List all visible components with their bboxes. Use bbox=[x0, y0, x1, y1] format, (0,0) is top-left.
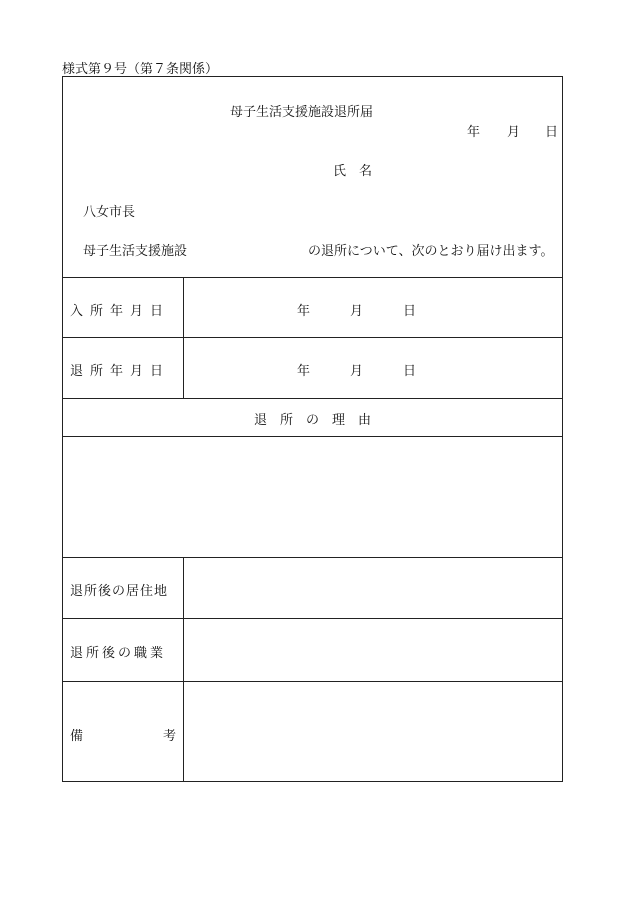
residence-after-field[interactable] bbox=[184, 558, 562, 618]
occupation-after-field[interactable] bbox=[184, 619, 562, 681]
admission-date-label: 入所年月日 bbox=[70, 304, 171, 319]
leave-date-label: 退所年月日 bbox=[70, 364, 171, 379]
leave-day-label: 日 bbox=[403, 364, 417, 379]
form-number: 様式第９号（第７条関係） bbox=[62, 62, 219, 77]
admission-day-label: 日 bbox=[403, 304, 417, 319]
reason-heading: 退 所 の 理 由 bbox=[254, 413, 372, 428]
occupation-after-label: 退所後の職業 bbox=[70, 646, 167, 661]
date-day-label: 日 bbox=[545, 125, 559, 140]
remarks-field[interactable] bbox=[184, 682, 562, 781]
date-month-label: 月 bbox=[507, 125, 521, 140]
remarks-label-left: 備 bbox=[70, 729, 84, 744]
leave-year-label: 年 bbox=[297, 364, 311, 379]
admission-year-label: 年 bbox=[297, 304, 311, 319]
admission-month-label: 月 bbox=[350, 304, 364, 319]
column-divider bbox=[183, 277, 184, 398]
form-title: 母子生活支援施設退所届 bbox=[230, 105, 374, 120]
name-label: 氏 名 bbox=[333, 164, 373, 179]
notification-form bbox=[62, 76, 563, 782]
remarks-label-right: 考 bbox=[163, 729, 177, 744]
divider bbox=[63, 398, 562, 399]
addressee: 八女市長 bbox=[83, 205, 136, 220]
residence-after-label: 退所後の居住地 bbox=[70, 584, 169, 599]
date-year-label: 年 bbox=[467, 125, 481, 140]
reason-field[interactable] bbox=[63, 437, 562, 557]
leave-month-label: 月 bbox=[350, 364, 364, 379]
divider bbox=[63, 277, 562, 278]
divider bbox=[63, 337, 562, 338]
facility-label: 母子生活支援施設 bbox=[83, 244, 188, 259]
notice-text: の退所について、次のとおり届け出ます。 bbox=[308, 244, 554, 259]
